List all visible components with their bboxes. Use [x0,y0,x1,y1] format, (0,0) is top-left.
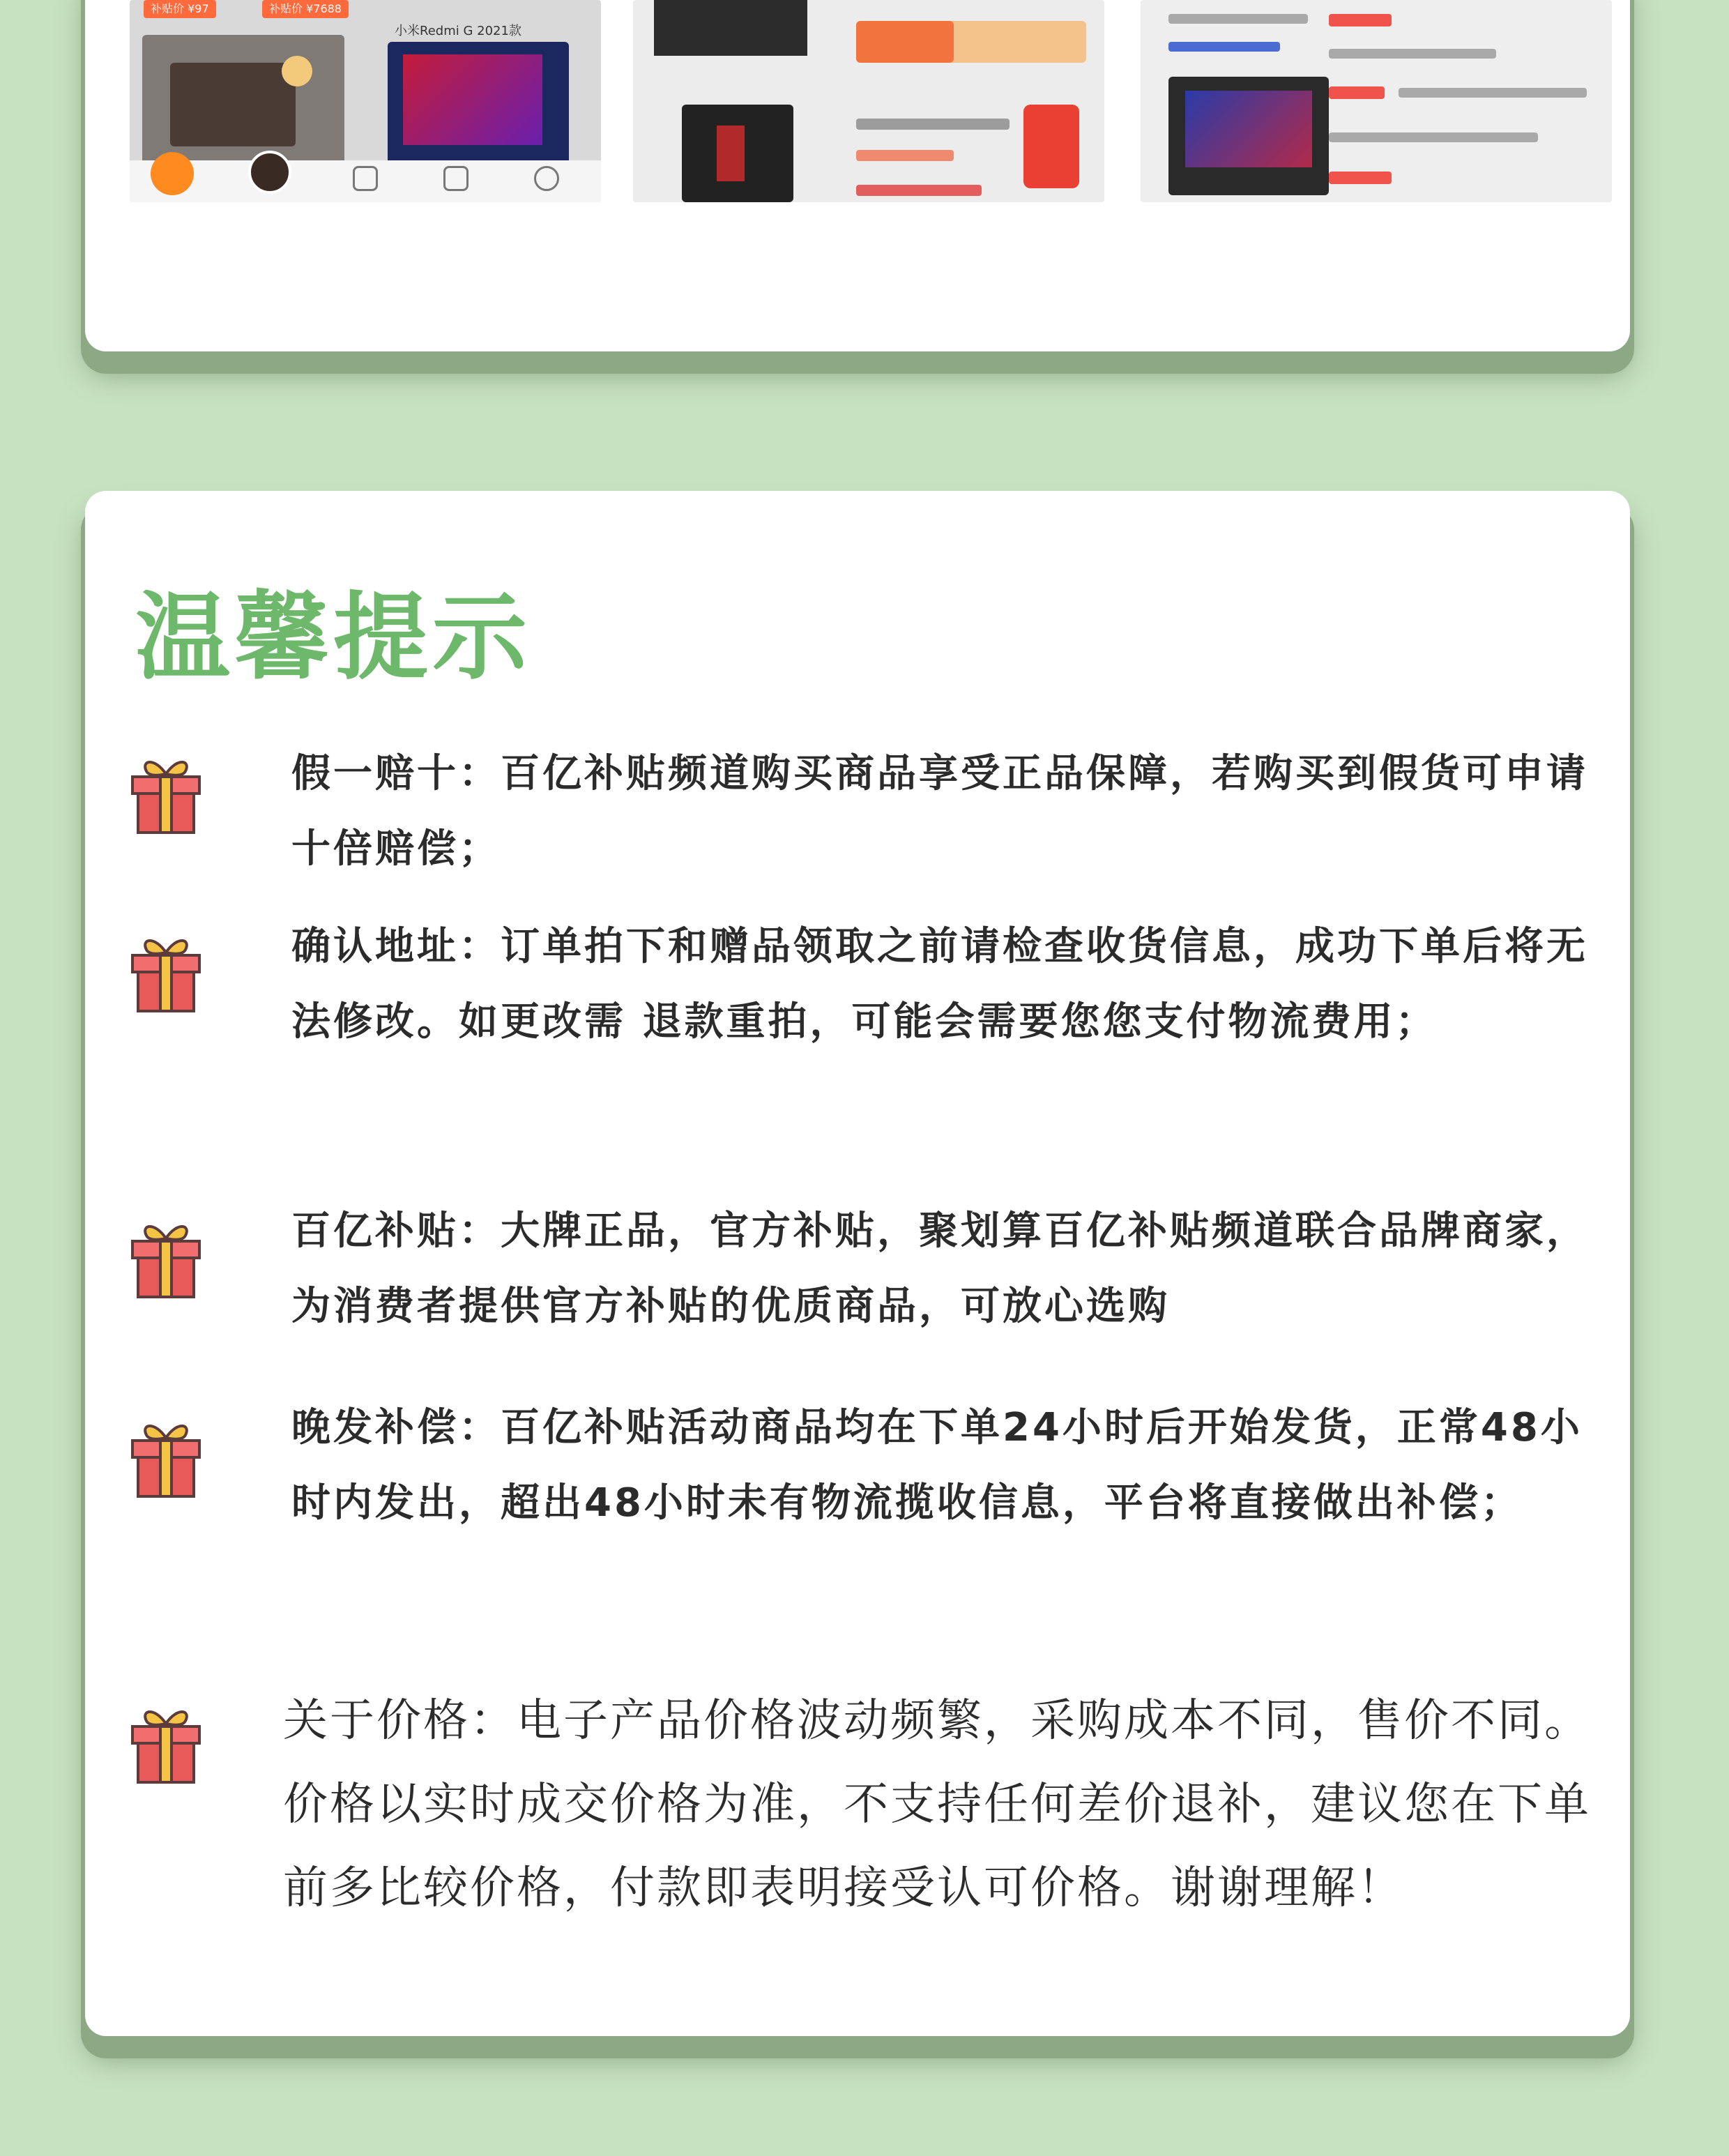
product-screenshot-2[interactable] [633,0,1104,202]
tip-text: 确认地址：订单拍下和赠品领取之前请检查收货信息，成功下单后将无法修改。如更改需 退款重拍，可能会需要您您支付物流费用； [291,924,1588,1045]
promo-banner-badge [856,21,954,63]
shop-icon[interactable] [151,152,194,195]
price-placeholder [1329,172,1392,184]
text-placeholder [856,150,954,161]
price-placeholder [1329,86,1385,99]
cart-icon[interactable] [443,166,469,191]
subsidy-price-tag: 补贴价 ¥7688 [262,0,349,18]
gift-icon [127,933,205,1017]
desktop-pc-image [682,105,793,202]
gift-icon [127,1219,205,1303]
tip-text: 晚发补偿：百亿补贴活动商品均在下单24小时后开始发货，正常48小时内发出，超出48小时未有物流揽收信息，平台将直接做出补偿； [291,1405,1583,1526]
text-placeholder [1329,132,1538,142]
product-screenshot-3[interactable] [1141,0,1612,202]
bottom-nav-bar [130,160,601,202]
tips-card [85,491,1630,2036]
red-gift-box-icon [1023,105,1079,188]
price-placeholder [1329,14,1392,26]
product-screenshots-card [85,0,1630,351]
tip-text: 关于价格：电子产品价格波动频繁，采购成本不同，售价不同。价格以实时成交价格为准，不支持任何差价退补，建议您在下单前多比较价格，付款即表明接受认可价格。谢谢理解！ [283,1695,1591,1914]
chat-icon[interactable] [353,166,378,191]
gift-icon [127,754,205,838]
text-placeholder [1168,42,1280,52]
gift-icon [127,1418,205,1502]
laptop-image [654,0,807,56]
laptop-image [1168,77,1329,195]
avatar[interactable] [248,151,291,194]
tip-text: 百亿补贴：大牌正品，官方补贴，聚划算百亿补贴频道联合品牌商家，为消费者提供官方补贴的优质商品，可放心选购 [291,1208,1588,1329]
subsidy-price-tag: 补贴价 ¥97 [144,0,216,18]
text-placeholder [1329,49,1496,59]
text-placeholder [1399,88,1587,98]
tip-text: 假一赔十：百亿补贴频道购买商品享受正品保障，若购买到假货可申请十倍赔偿； [291,751,1588,872]
laptop-image [388,42,569,174]
text-placeholder [1168,14,1308,24]
tips-title: 温馨提示 [135,583,531,693]
gift-icon [127,1704,205,1788]
text-placeholder [856,185,982,196]
text-placeholder [856,119,1010,130]
product-title: 小米Redmi G 2021款 [395,24,521,38]
product-screenshot-1[interactable] [130,0,601,202]
service-icon[interactable] [534,166,559,191]
